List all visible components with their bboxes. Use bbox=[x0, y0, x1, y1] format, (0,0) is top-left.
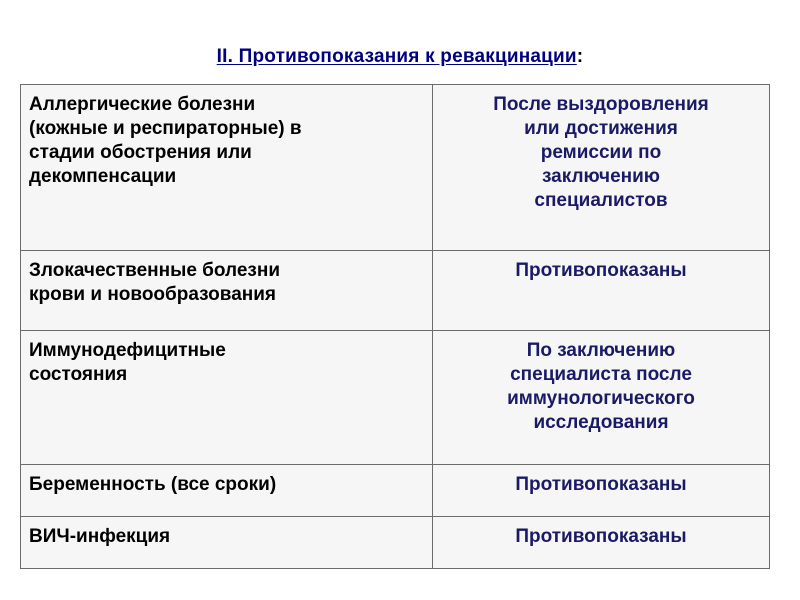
decision-text-line: После выздоровления bbox=[493, 94, 709, 115]
decision-cell bbox=[433, 517, 770, 569]
decision-text-line: иммунологического bbox=[507, 388, 695, 409]
slide-title bbox=[0, 46, 800, 68]
slide-title-text: II. Противопоказания к ревакцинации bbox=[216, 46, 577, 67]
decision-cell bbox=[433, 331, 770, 465]
decision-text-line: специалиста после bbox=[510, 364, 692, 385]
condition-cell bbox=[21, 465, 433, 517]
condition-cell bbox=[21, 251, 433, 331]
decision-cell bbox=[433, 85, 770, 251]
condition-text-line: Аллергические болезни bbox=[29, 94, 256, 115]
decision-text-line: специалистов bbox=[534, 190, 668, 211]
slide-title-colon: : bbox=[576, 46, 584, 67]
condition-text-line: декомпенсации bbox=[29, 166, 177, 187]
condition-cell bbox=[21, 85, 433, 251]
table-row bbox=[21, 517, 770, 569]
decision-text-line: заключению bbox=[541, 166, 661, 187]
decision-cell bbox=[433, 465, 770, 517]
condition-text-line: стадии обострения или bbox=[29, 142, 252, 163]
condition-text-line: Злокачественные болезни bbox=[29, 260, 281, 281]
condition-text-line: крови и новообразования bbox=[29, 284, 276, 305]
condition-text-line: Иммунодефицитные bbox=[29, 340, 226, 361]
decision-cell bbox=[433, 251, 770, 331]
decision-text-line: По заключению bbox=[526, 340, 676, 361]
condition-cell bbox=[21, 517, 433, 569]
decision-text-line: Противопоказаны bbox=[515, 260, 687, 281]
condition-text-line: Беременность (все сроки) bbox=[29, 474, 277, 495]
condition-cell bbox=[21, 331, 433, 465]
decision-text-line: ремиссии по bbox=[540, 142, 662, 163]
decision-text-line: Противопоказаны bbox=[515, 526, 687, 547]
condition-text-line: (кожные и респираторные) в bbox=[29, 118, 302, 139]
decision-text-line: исследования bbox=[533, 412, 669, 433]
table-row bbox=[21, 331, 770, 465]
contraindications-table bbox=[20, 84, 770, 569]
table-row bbox=[21, 251, 770, 331]
decision-text-line: Противопоказаны bbox=[515, 474, 687, 495]
table-row bbox=[21, 465, 770, 517]
decision-text-line: или достижения bbox=[524, 118, 678, 139]
condition-text-line: состояния bbox=[29, 364, 128, 385]
condition-text-line: ВИЧ-инфекция bbox=[29, 526, 171, 547]
table-row bbox=[21, 85, 770, 251]
